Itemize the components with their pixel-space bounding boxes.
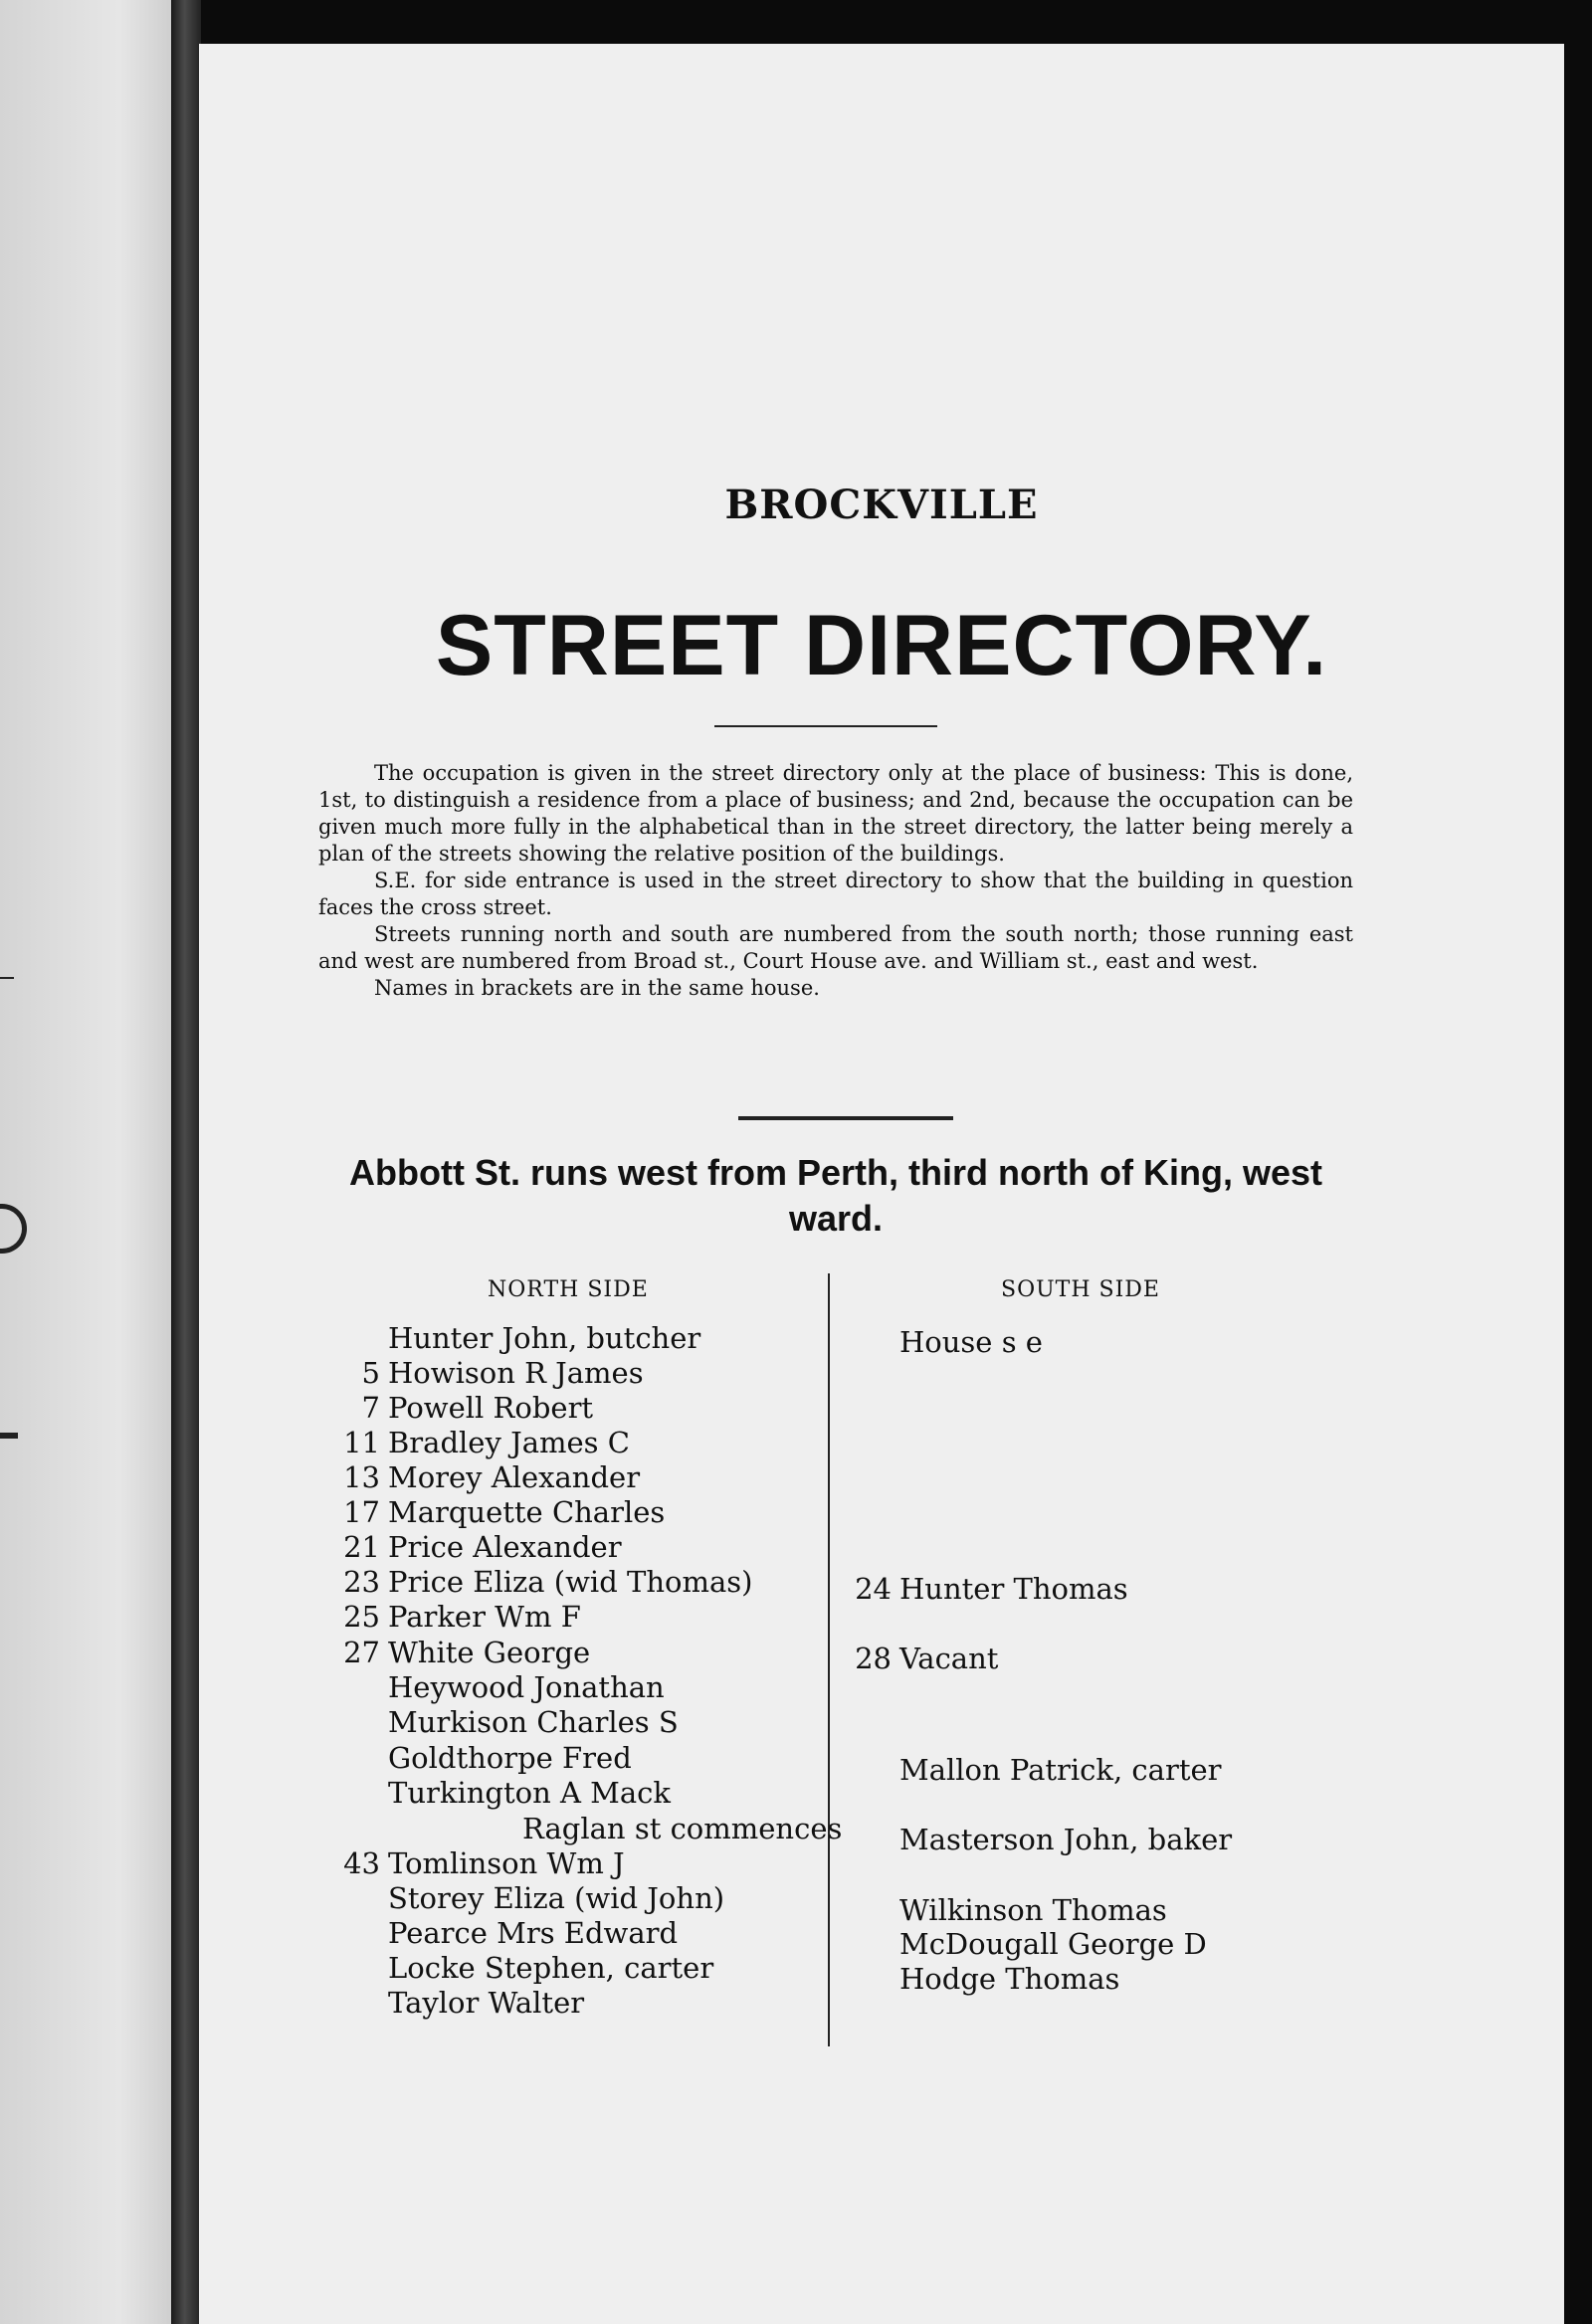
intro-paragraph: Streets running north and south are numbered from the south north; those running east and west are numbered from Broad st., Court House ave. and William st., east and west. [318, 922, 1353, 973]
directory-entry [840, 1325, 1457, 1361]
resident-name: Powell Robert [388, 1391, 594, 1425]
street-heading: Abbott St. runs west from Perth, third north of King, west ward. [349, 1152, 1322, 1239]
intro-paragraph: S.E. for side entrance is used in the street directory to show that the building in question faces the cross street. [318, 869, 1353, 919]
resident-name: White George [388, 1636, 591, 1669]
resident-name: Howison R James [388, 1356, 644, 1390]
house-number: 13 [343, 1460, 380, 1494]
resident-name: Morey Alexander [388, 1460, 641, 1494]
facing-page-mark [0, 1204, 27, 1254]
resident-name: Price Alexander [388, 1530, 622, 1564]
house-number: 11 [343, 1426, 380, 1459]
north-side-label: NORTH SIDE [488, 1277, 649, 1302]
directory-entry [840, 1572, 1457, 1608]
house-number: 24 [855, 1572, 892, 1606]
resident-name: Locke Stephen, carter [388, 1951, 714, 1985]
resident-name: McDougall George D [899, 1927, 1207, 1961]
house-number: 43 [343, 1846, 380, 1880]
directory-entry [328, 1460, 945, 1496]
city-heading: BROCKVILLE [724, 482, 1039, 528]
intro-paragraph: Names in brackets are in the same house. [374, 976, 820, 1000]
directory-entry [328, 1705, 945, 1741]
section-rule [738, 1116, 953, 1120]
south-side-label: SOUTH SIDE [1001, 1277, 1160, 1302]
directory-entry [328, 1356, 945, 1392]
directory-entry [840, 1753, 1457, 1789]
directory-entry [328, 1495, 945, 1531]
intro-paragraph: The occupation is given in the street directory only at the place of business: This is done, 1st, to distinguish a residence from a place of business; and 2nd, because the occupation can be given much more fully in the alphabetical than in the street directory, the latter being merely a plan of the streets showing the relative position of the buildings. [318, 761, 1353, 866]
directory-entry [840, 1642, 1457, 1677]
facing-page-mark [0, 1433, 18, 1439]
directory-entry [840, 1927, 1457, 1963]
resident-name: Pearce Mrs Edward [388, 1916, 679, 1950]
resident-name: Bradley James C [388, 1426, 630, 1459]
house-number: 28 [855, 1642, 892, 1675]
house-number: 5 [361, 1356, 380, 1390]
facing-page-mark [0, 977, 14, 979]
directory-page [199, 44, 1564, 2324]
resident-name: Storey Eliza (wid John) [388, 1881, 725, 1915]
resident-name: Wilkinson Thomas [899, 1893, 1167, 1927]
resident-name: Raglan st commences [522, 1812, 843, 1845]
resident-name: House s e [899, 1325, 1043, 1359]
resident-name: Hodge Thomas [899, 1962, 1120, 1996]
house-number: 27 [343, 1636, 380, 1669]
intro-text [318, 760, 1353, 1002]
house-number: 17 [343, 1495, 380, 1529]
resident-name: Masterson John, baker [899, 1823, 1233, 1856]
page-title: STREET DIRECTORY. [435, 598, 1328, 693]
book-spine [171, 0, 201, 2324]
directory-entry [840, 1893, 1457, 1929]
resident-name: Taylor Walter [388, 1986, 585, 2020]
resident-name: Hunter Thomas [899, 1572, 1128, 1606]
house-number: 25 [343, 1600, 380, 1634]
directory-entry [840, 1962, 1457, 1998]
house-number: 23 [343, 1565, 380, 1599]
directory-entry [328, 1530, 945, 1566]
resident-name: Goldthorpe Fred [388, 1741, 632, 1775]
house-number: 7 [361, 1391, 380, 1425]
directory-entry [328, 1391, 945, 1427]
resident-name: Vacant [899, 1642, 999, 1675]
resident-name: Murkison Charles S [388, 1705, 679, 1739]
resident-name: Price Eliza (wid Thomas) [388, 1565, 753, 1599]
facing-page [0, 0, 171, 2324]
directory-entry [840, 1823, 1457, 1858]
title-rule [714, 725, 937, 727]
resident-name: Turkington A Mack [388, 1776, 671, 1810]
resident-name: Heywood Jonathan [388, 1670, 665, 1704]
resident-name: Hunter John, butcher [388, 1321, 701, 1355]
directory-entry [328, 1426, 945, 1461]
resident-name: Mallon Patrick, carter [899, 1753, 1222, 1787]
resident-name: Tomlinson Wm J [388, 1846, 625, 1880]
house-number: 21 [343, 1530, 380, 1564]
resident-name: Parker Wm F [388, 1600, 581, 1634]
resident-name: Marquette Charles [388, 1495, 666, 1529]
